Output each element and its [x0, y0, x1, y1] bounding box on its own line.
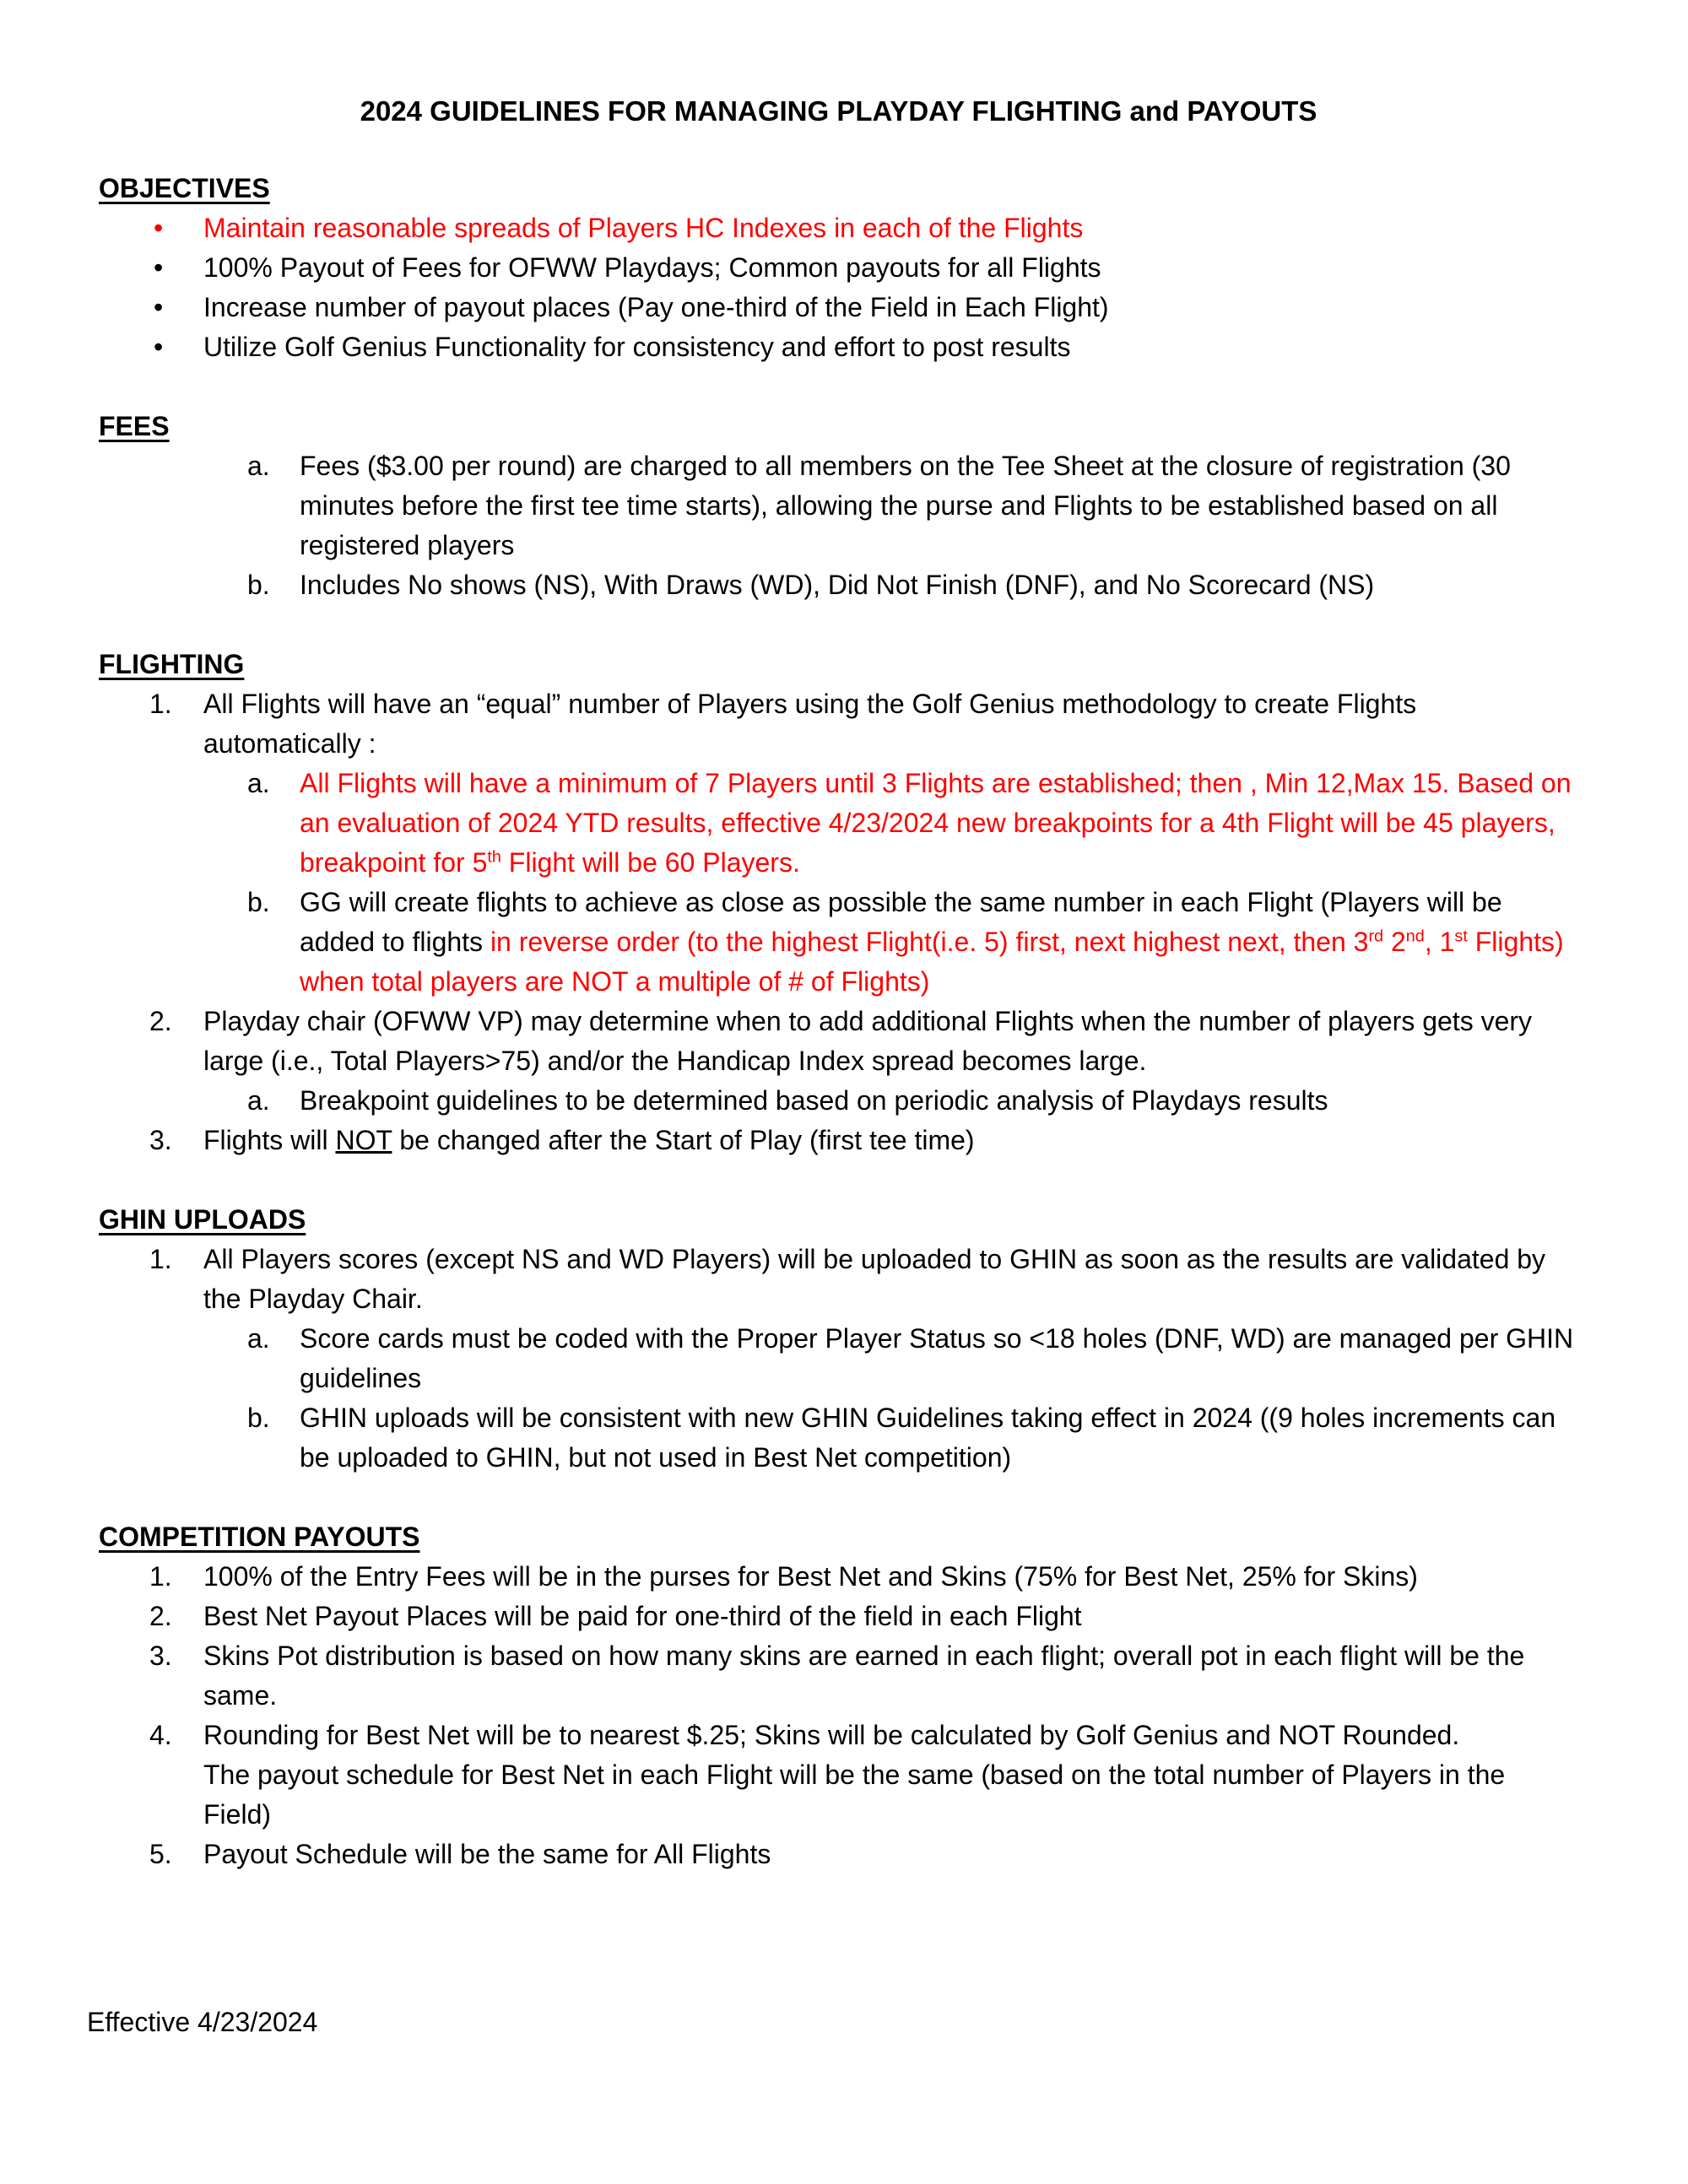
list-item [99, 208, 1578, 248]
list-text: Payout Schedule will be the same for All Flights [203, 1839, 771, 1869]
list-text: GHIN uploads will be consistent with new GHIN Guidelines taking effect in 2024 ((9 holes increments can be uploaded to GHIN, but not used in Best Net competition) [300, 1403, 1556, 1473]
section-heading-ghin-uploads: GHIN UPLOADS [99, 1204, 306, 1235]
section-heading-fees: FEES [99, 411, 170, 441]
list-text-red: , 1 [1424, 927, 1455, 957]
objective-text: Maintain reasonable spreads of Players HC Indexes in each of the Flights [203, 213, 1084, 243]
bullet-icon: • [154, 292, 164, 322]
ordinal-superscript: st [1454, 927, 1468, 946]
list-text: Fees ($3.00 per round) are charged to all members on the Tee Sheet at the closure of registration (30 minutes before the first tee time starts), allowing the purse and Flights to be established based on all registered players [300, 451, 1511, 560]
list-item [99, 1636, 1578, 1716]
list-text: Skins Pot distribution is based on how many skins are earned in each flight; overall pot in each flight will be the same. [203, 1641, 1525, 1711]
list-marker: 1. [149, 689, 172, 719]
list-item [99, 248, 1578, 288]
list-marker: 2. [149, 1006, 172, 1036]
list-text: Breakpoint guidelines to be determined based on periodic analysis of Playdays results [300, 1085, 1328, 1116]
section-heading-competition-payouts: COMPETITION PAYOUTS [99, 1522, 420, 1552]
list-marker: a. [247, 1323, 270, 1354]
bullet-icon: • [154, 213, 164, 243]
list-marker: a. [247, 768, 270, 798]
list-item [99, 1398, 1578, 1478]
list-text: All Flights will have an “equal” number of Players using the Golf Genius methodology to create Flights automatically : [203, 689, 1417, 759]
objective-text: 100% Payout of Fees for OFWW Playdays; Common payouts for all Flights [203, 252, 1101, 283]
list-text-line: The payout schedule for Best Net in each Flight will be the same (based on the total number of Players in the Field) [203, 1760, 1506, 1830]
list-item [99, 1319, 1578, 1398]
list-text: Best Net Payout Places will be paid for one-third of the field in each Flight [203, 1601, 1082, 1631]
list-marker: 2. [149, 1601, 172, 1631]
list-item [99, 1081, 1578, 1121]
document-title: 2024 GUIDELINES FOR MANAGING PLAYDAY FLIGHTING and PAYOUTS [360, 95, 1317, 127]
bullet-icon: • [154, 252, 164, 283]
list-item [99, 1835, 1578, 1874]
list-item [99, 883, 1578, 1002]
ordinal-superscript: rd [1368, 927, 1384, 946]
list-item [99, 327, 1578, 367]
list-item [99, 1121, 1578, 1160]
list-text: 100% of the Entry Fees will be in the purses for Best Net and Skins (75% for Best Net, 25% for Skins) [203, 1561, 1418, 1592]
list-marker: 3. [149, 1641, 172, 1671]
ordinal-superscript: th [487, 847, 501, 867]
list-text-red: Flights) when total players are NOT a multiple of # of Flights) [300, 927, 1564, 997]
list-text: All Players scores (except NS and WD Players) will be uploaded to GHIN as soon as the results are validated by the Playday Chair. [203, 1244, 1546, 1314]
list-marker: b. [247, 1403, 270, 1433]
list-item [99, 684, 1578, 764]
objective-text: Increase number of payout places (Pay one-third of the Field in Each Flight) [203, 292, 1109, 322]
list-text: Score cards must be coded with the Proper Player Status so <18 holes (DNF, WD) are managed per GHIN guidelines [300, 1323, 1574, 1393]
list-item [99, 1240, 1578, 1319]
list-text-red: 2 [1383, 927, 1406, 957]
list-item [99, 288, 1578, 327]
list-marker: 4. [149, 1720, 172, 1750]
section-heading-flighting: FLIGHTING [99, 649, 245, 679]
list-text-underlined: NOT [335, 1125, 392, 1155]
list-text: GG will create flights to achieve as close as possible the same number in each Flight (Players will be added to flights [300, 887, 1502, 957]
list-marker: 5. [149, 1839, 172, 1869]
section-heading-objectives: OBJECTIVES [99, 173, 270, 203]
list-text-red: Flight will be 60 Players. [500, 847, 800, 878]
list-marker: a. [247, 451, 270, 481]
list-text-red: All Flights will have a minimum of 7 Players until 3 Flights are established; then , Min 12,Max 15. Based on an evaluation of 2024 YTD results, effective 4/23/2024 new breakpoints for a 4th Flight will be 45 players, breakpoint for 5 [300, 768, 1572, 878]
list-marker: 1. [149, 1244, 172, 1274]
bullet-icon: • [154, 332, 164, 362]
list-marker: a. [247, 1085, 270, 1116]
effective-date: Effective 4/23/2024 [87, 2007, 318, 2037]
list-text-line: Rounding for Best Net will be to nearest $.25; Skins will be calculated by Golf Genius and NOT Rounded. [203, 1720, 1460, 1750]
ordinal-superscript: nd [1405, 927, 1425, 946]
list-text: Includes No shows (NS), With Draws (WD), Did Not Finish (DNF), and No Scorecard (NS) [300, 570, 1375, 600]
list-text: Flights will [203, 1125, 336, 1155]
list-item [99, 1002, 1578, 1081]
list-marker: b. [247, 887, 270, 917]
objective-text: Utilize Golf Genius Functionality for consistency and effort to post results [203, 332, 1071, 362]
list-text: be changed after the Start of Play (first tee time) [392, 1125, 975, 1155]
list-item [99, 1716, 1578, 1835]
list-text-red: in reverse order (to the highest Flight(i.e. 5) first, next highest next, then 3 [490, 927, 1369, 957]
list-marker: 1. [149, 1561, 172, 1592]
list-text: Playday chair (OFWW VP) may determine when to add additional Flights when the number of players gets very large (i.e., Total Players>75) and/or the Handicap Index spread becomes large. [203, 1006, 1533, 1076]
list-item [99, 565, 1578, 605]
list-marker: 3. [149, 1125, 172, 1155]
list-item [99, 1597, 1578, 1636]
list-item [99, 446, 1578, 565]
list-item [99, 1557, 1578, 1597]
list-marker: b. [247, 570, 270, 600]
list-item [99, 764, 1578, 883]
